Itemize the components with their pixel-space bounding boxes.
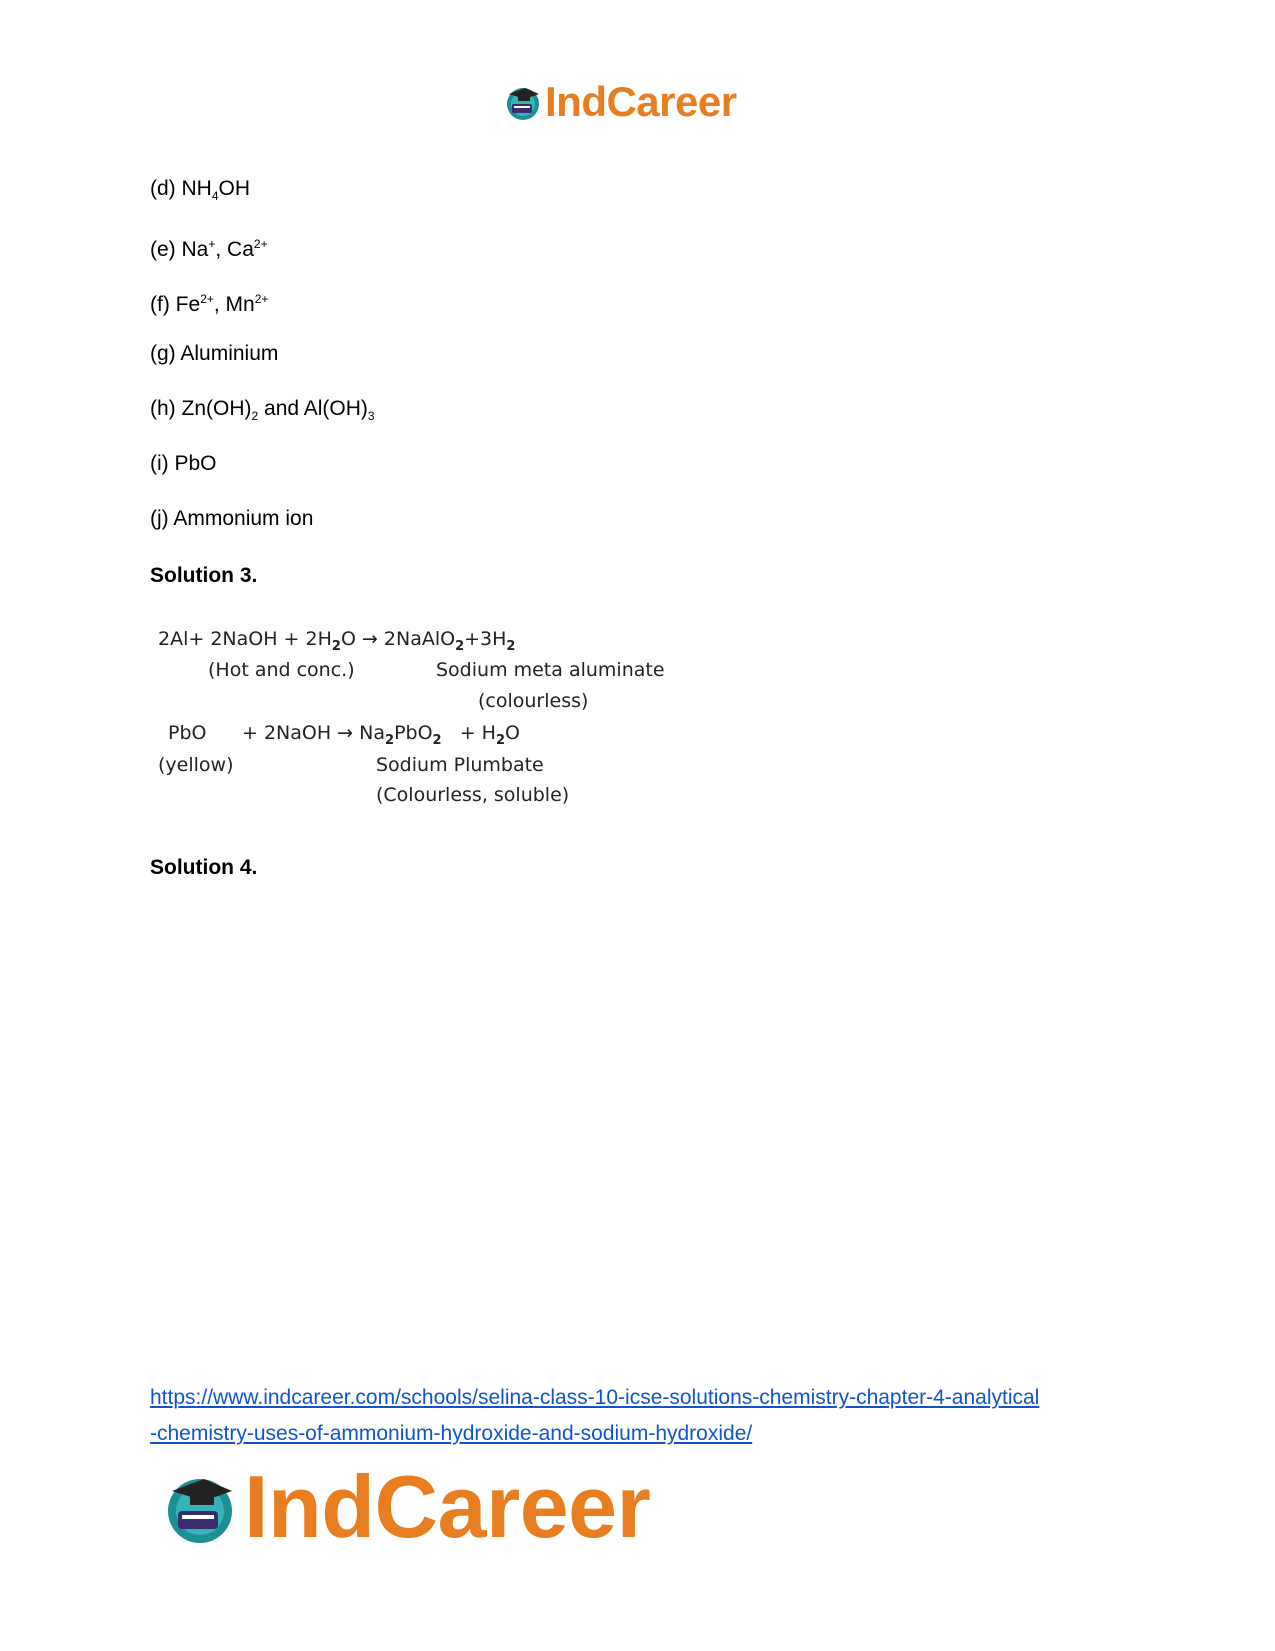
source-link[interactable]: https://www.indcareer.com/schools/selina-class-10-icse-solutions-chemistry-chapter-4-analytical -chemistry-uses-of-ammonium-hydroxide-and-sodium-hydroxide/ <box>150 1386 1040 1445</box>
answer-h: (h) $Zn(OH)_2$ and $Al(OH)_3$ <box>150 397 375 424</box>
equation-2-product-note: (Colourless, soluble) <box>376 784 570 806</box>
answer-d: (d) $NH_4OH$ <box>150 177 251 204</box>
answer-j: (j) Ammonium ion <box>150 507 314 530</box>
header-logo <box>503 80 737 124</box>
answer-g: (g) Aluminium <box>150 342 279 365</box>
equation-1-product-name: Sodium meta aluminate <box>436 659 665 681</box>
logo-text: IndCareer <box>244 1457 651 1556</box>
equation-1: 2Al+ 2NaOH + $2H_2O$ → $2NaAlO_2+3H_2$ <box>158 628 516 654</box>
equation-2: + 2NaOH → $Na_2PbO_2$ + $H_2O$ <box>242 722 520 748</box>
logo-text: IndCareer <box>545 78 737 125</box>
equation-2-reactant-note: (yellow) <box>158 754 234 776</box>
answer-f: (f) $Fe^{2+}$, $Mn^{2+}$ <box>150 292 269 316</box>
answer-e: (e) Na+, $Ca^{2+}$ <box>150 237 268 261</box>
equation-2-reactant: PbO <box>168 722 207 744</box>
footer-logo <box>160 1457 651 1556</box>
graduation-globe-icon <box>160 1467 240 1547</box>
solution-4-heading: Solution 4. <box>150 856 258 879</box>
solution-3-heading: Solution 3. <box>150 564 258 587</box>
graduation-globe-icon <box>503 82 543 122</box>
answer-i: (i) PbO <box>150 452 217 475</box>
equation-block <box>158 628 718 818</box>
equation-1-condition: (Hot and conc.) <box>208 659 355 681</box>
equation-1-product-note: (colourless) <box>478 690 589 712</box>
equation-2-product-name: Sodium Plumbate <box>376 754 544 776</box>
answer-list <box>150 176 375 561</box>
